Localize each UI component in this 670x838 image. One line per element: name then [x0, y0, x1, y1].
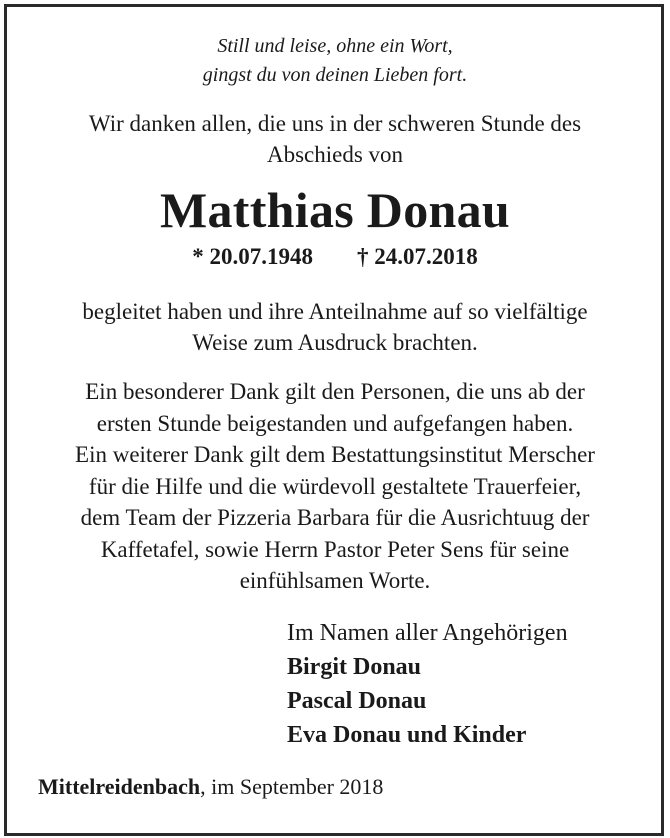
signature-name: Birgit Donau [287, 654, 422, 680]
death-date: † 24.07.2018 [357, 244, 478, 269]
thanks-line: für die Hilfe und die würdevoll gestaltete Trauerfeier, [88, 473, 582, 499]
place-town: Mittelreidenbach [38, 774, 201, 799]
thanks-paragraph [0, 376, 670, 597]
poem-line: Still und leise, ohne ein Wort, [217, 35, 453, 57]
place-date: , im September 2018 [200, 774, 384, 799]
intro-line: Wir danken allen, die uns in der schweren Stunde des [88, 111, 582, 136]
thanks-line: dem Team der Pizzeria Barbara für die Ausrichtuug der [80, 505, 590, 530]
thanks-line: Ein besonderer Dank gilt den Personen, die uns ab der [85, 379, 585, 404]
accompany-text [0, 296, 670, 358]
deceased-name: Matthias Donau [159, 182, 511, 238]
accompany-line: Weise zum Ausdruck brachten. [192, 330, 478, 355]
thanks-line: Ein weiterer Dank gilt dem Bestattungsinstitut Merscher [75, 442, 595, 467]
signature-block [287, 616, 568, 752]
intro-line: Abschieds von [266, 142, 404, 167]
signature-name: Pascal Donau [287, 688, 427, 714]
signature-name: Eva Donau und Kinder [287, 722, 527, 748]
poem-line: gingst du von deinen Lieben fort. [202, 64, 468, 86]
poem-verse [0, 32, 670, 90]
place-date-line [38, 772, 383, 802]
accompany-line: begleitet haben und ihre Anteilnahme auf so vielfältige [82, 299, 588, 324]
life-dates [0, 242, 670, 272]
thanks-line: ersten Stunde beigestanden und aufgefangen haben. [96, 410, 574, 436]
intro-text [0, 108, 670, 170]
signature-intro: Im Namen aller Angehörigen [287, 620, 568, 646]
birth-date: * 20.07.1948 [192, 244, 313, 269]
thanks-line: einfühlsamen Worte. [239, 568, 431, 593]
thanks-line: Kaffetafel, sowie Herrn Pastor Peter Sens für seine [100, 536, 570, 562]
